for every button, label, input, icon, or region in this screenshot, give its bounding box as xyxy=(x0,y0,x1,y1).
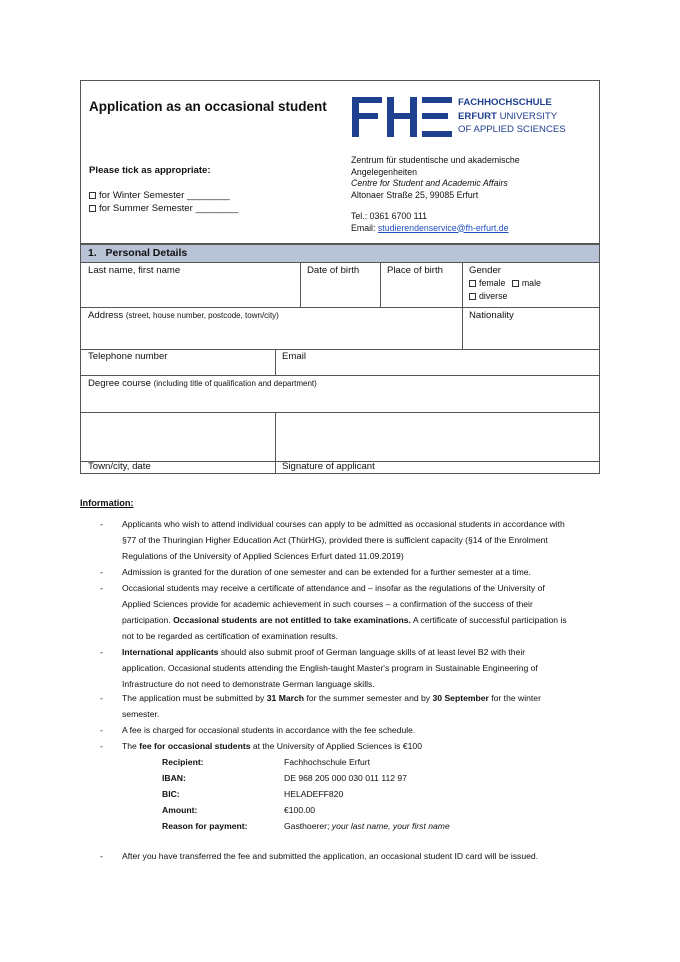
info-4-l1a: International applicants xyxy=(122,647,219,657)
info-3-line-1: Occasional students may receive a certificate of attendance and – insofar as the regulations of the University of xyxy=(122,583,545,593)
info-1-line-2: §77 of the Thuringian Higher Education Act (ThürHG), provided there is sufficient capacity (§14 of the Enrolment xyxy=(122,535,548,545)
signature-field[interactable]: Signature of applicant xyxy=(282,461,375,472)
contact-line-4: Altonaer Straße 25, 99085 Erfurt xyxy=(351,189,479,200)
bullet-dash: - xyxy=(100,725,103,735)
gender-label: Gender xyxy=(469,265,501,276)
address-hint: (street, house number, postcode, town/city) xyxy=(125,311,279,320)
telephone-field[interactable]: Telephone number xyxy=(88,351,168,362)
info-5-line-2: semester. xyxy=(122,709,160,719)
info-5-l1d: 30 September xyxy=(432,693,489,703)
female-label: female xyxy=(479,278,506,288)
info-5-l1c: for the summer semester and by xyxy=(304,693,433,703)
amount-value: €100.00 xyxy=(284,805,316,815)
diverse-checkbox[interactable] xyxy=(469,293,476,300)
row-divider xyxy=(80,349,600,350)
degree-hint: (including title of qualification and department) xyxy=(153,379,317,388)
info-7-a: The xyxy=(122,741,140,751)
iban-label: IBAN: xyxy=(162,773,186,783)
female-checkbox[interactable] xyxy=(469,280,476,287)
contact-line-3: Centre for Student and Academic Affairs xyxy=(351,178,508,188)
info-7-text xyxy=(100,738,610,754)
info-6-text: A fee is charged for occasional students in accordance with the fee schedule. xyxy=(122,725,416,735)
winter-semester-option[interactable] xyxy=(89,190,230,202)
info-4-line-1 xyxy=(100,644,610,660)
info-3-line-2: Applied Sciences provide for academic achievement in such courses – a confirmation of the success of their xyxy=(122,599,533,609)
logo-erfurt: ERFURT xyxy=(458,110,497,122)
info-item-8 xyxy=(100,848,610,864)
name-field[interactable]: Last name, first name xyxy=(88,265,181,276)
info-2-text: Admission is granted for the duration of one semester and can be extended for a further semester at a time. xyxy=(122,567,531,577)
info-1-line-3: Regulations of the University of Applied Sciences Erfurt dated 11.09.2019) xyxy=(122,551,404,561)
info-7-b: fee for occasional students xyxy=(139,741,251,751)
reason-value xyxy=(284,820,450,832)
iban-value: DE 968 205 000 030 011 112 97 xyxy=(284,773,407,783)
section-heading: 1. Personal Details xyxy=(88,247,188,259)
row-divider xyxy=(80,412,600,413)
reason-b: your last name, your first name xyxy=(331,821,450,831)
info-8-text: After you have transferred the fee and submitted the application, an occasional student ID card will be issued. xyxy=(122,851,539,861)
info-5-l1b: 31 March xyxy=(266,693,305,703)
bullet-dash: - xyxy=(100,693,103,703)
address-field[interactable] xyxy=(88,310,279,322)
bic-label: BIC: xyxy=(162,789,180,799)
bullet-dash: - xyxy=(100,583,103,593)
info-item-5 xyxy=(100,690,610,722)
payment-bic xyxy=(162,788,180,800)
contact-email-link[interactable]: studierendenservice@fh-erfurt.de xyxy=(377,222,509,233)
info-3-line-3 xyxy=(100,612,610,628)
col-divider xyxy=(462,262,463,350)
info-item-6 xyxy=(100,722,610,738)
payment-recipient xyxy=(162,756,204,768)
info-5-l1e: for the winter xyxy=(488,693,541,703)
col-divider xyxy=(275,349,276,376)
info-item-3 xyxy=(100,580,610,644)
reason-a: Gasthoerer; xyxy=(284,821,332,831)
info-item-2 xyxy=(100,564,610,580)
info-1-line-1: Applicants who wish to attend individual courses can apply to be admitted as occasional students in accordance with xyxy=(122,519,565,529)
email-field[interactable]: Email xyxy=(282,351,306,362)
payment-amount xyxy=(162,804,197,816)
gender-row-2 xyxy=(469,290,541,303)
contact-line-2: Angelegenheiten xyxy=(351,166,418,177)
recipient-label: Recipient: xyxy=(162,757,204,767)
row-divider xyxy=(80,307,600,308)
contact-tel: Tel.: 0361 6700 111 xyxy=(351,211,427,221)
info-4-line-2: application. Occasional students attending the English-taught Master's program in Sustainable Engineering of xyxy=(122,663,538,673)
info-3-l3a: participation. xyxy=(122,615,174,625)
col-divider xyxy=(275,412,276,474)
summer-checkbox[interactable] xyxy=(89,205,96,212)
col-divider xyxy=(380,262,381,307)
information-heading: Information: xyxy=(80,498,134,508)
recipient-value: Fachhochschule Erfurt xyxy=(284,757,370,767)
info-4-line-3: Infrastructure do not need to demonstrate German language skills. xyxy=(122,679,375,689)
logo-line-1: FACHHOCHSCHULE xyxy=(458,97,552,108)
contact-line-1: Zentrum für studentische und akademische xyxy=(351,155,520,165)
info-5-l1a: The application must be submitted by xyxy=(122,693,267,703)
col-divider xyxy=(300,262,301,307)
address-label: Address xyxy=(88,310,124,321)
logo-text xyxy=(458,96,566,137)
bullet-dash: - xyxy=(100,741,103,751)
bullet-dash: - xyxy=(100,567,103,577)
info-item-1 xyxy=(100,516,610,564)
info-7-c: at the University of Applied Sciences is €100 xyxy=(250,741,422,751)
female-option[interactable] xyxy=(469,278,505,288)
male-checkbox[interactable] xyxy=(512,280,519,287)
diverse-option[interactable] xyxy=(469,291,507,301)
degree-course-field[interactable] xyxy=(88,378,317,390)
town-date-field[interactable]: Town/city, date xyxy=(88,461,151,472)
diverse-label: diverse xyxy=(479,290,508,301)
tick-instruction: Please tick as appropriate: xyxy=(89,165,211,176)
pob-field[interactable]: Place of birth xyxy=(387,265,443,276)
info-3-line-4: not to be regarded as certification of examination results. xyxy=(122,631,338,641)
info-5-line-1 xyxy=(100,690,610,706)
male-label: male xyxy=(521,278,541,288)
fhe-logo-icon xyxy=(352,97,452,137)
payment-iban xyxy=(162,772,186,784)
logo-line-3: OF APPLIED SCIENCES xyxy=(458,124,566,135)
contact-block xyxy=(351,155,520,234)
degree-label: Degree course xyxy=(88,378,151,389)
contact-spacer xyxy=(351,201,520,211)
info-3-l3c: A certificate of successful participation is xyxy=(410,615,567,625)
logo-line-2 xyxy=(458,110,566,124)
bullet-dash: - xyxy=(100,647,103,657)
form-title: Application as an occasional student xyxy=(89,99,327,114)
info-item-7 xyxy=(100,738,610,754)
bullet-dash: - xyxy=(100,519,103,529)
summer-semester-option[interactable] xyxy=(89,203,238,215)
payment-reason xyxy=(162,820,247,832)
row-divider xyxy=(80,375,600,376)
winter-checkbox[interactable] xyxy=(89,192,96,199)
gender-field xyxy=(469,265,541,302)
gender-row-1 xyxy=(469,277,541,290)
winter-label: for Winter Semester ________ xyxy=(99,190,230,201)
logo-university: UNIVERSITY xyxy=(499,110,558,122)
amount-label: Amount: xyxy=(162,805,198,815)
male-option[interactable] xyxy=(512,278,541,288)
summer-label: for Summer Semester ________ xyxy=(99,203,239,214)
info-item-4 xyxy=(100,644,610,692)
bic-value: HELADEFF820 xyxy=(284,789,344,799)
bullet-dash: - xyxy=(100,851,103,861)
contact-email-label: Email: xyxy=(351,222,378,233)
nationality-field[interactable]: Nationality xyxy=(469,310,514,321)
contact-email-row xyxy=(351,223,520,235)
dob-field[interactable]: Date of birth xyxy=(307,265,360,276)
info-3-l3b: Occasional students are not entitled to take examinations. xyxy=(173,615,411,625)
reason-label: Reason for payment: xyxy=(162,821,248,831)
info-4-l1b: should also submit proof of German language skills of at least level B2 with their xyxy=(218,647,526,657)
